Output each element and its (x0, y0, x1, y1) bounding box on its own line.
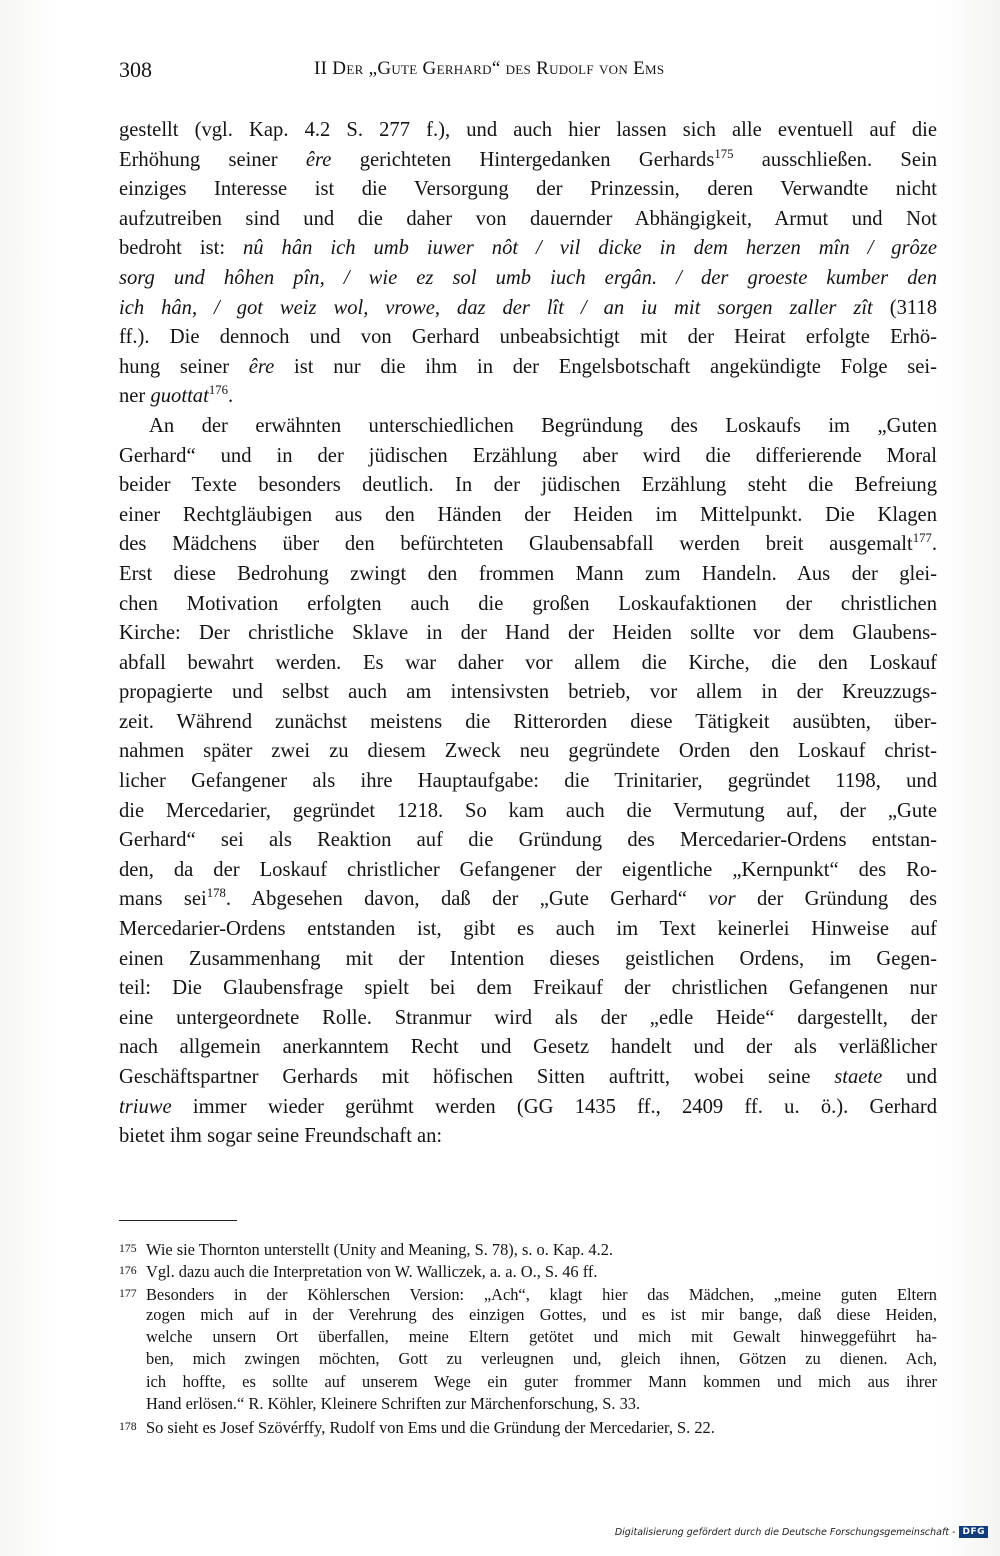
text-line: teil: Die Glaubensfrage spielt bei dem Freikauf der christlichen Gefangenen nur (119, 977, 937, 1000)
text-line: den, da der Loskauf christlicher Gefangener der eigentliche „Kernpunkt“ des Ro- (119, 858, 937, 881)
text-line: aufzutreiben sind und die daher von dauernder Abhängigkeit, Armut und Not (119, 207, 937, 230)
text-line: gestellt (vgl. Kap. 4.2 S. 277 f.), und auch hier lassen sich alle eventuell auf die (119, 119, 937, 141)
footnote-number: 175 (119, 1241, 137, 1255)
text-line: hung seiner êre ist nur die ihm in der Engelsbotschaft angekündigte Folge sei- (119, 355, 938, 378)
footnote-number: 176 (119, 1263, 137, 1278)
text-line: beider Texte besonders deutlich. In der jüdischen Erzählung steht die Befreiung (119, 474, 937, 497)
page-number: 308 (119, 57, 152, 82)
text-line: eine untergeordnete Rolle. Stranmur wird als der „edle Heide“ dargestellt, der (119, 1006, 937, 1029)
footnote-175: 175 Wie sie Thornton unterstellt (Unity and Meaning, S. 78), s. o. Kap. 4.2. (119, 1237, 937, 1259)
text-line: propagierte und selbst auch am intensivsten betrieb, vor allem in der Kreuzzugs- (119, 681, 937, 704)
text-line: Gerhard“ sei als Reaktion auf die Gründung des Mercedarier-Ordens entstan- (119, 829, 937, 852)
footnotes (119, 1237, 937, 1438)
text-line: bedroht ist: nû hân ich umb iuwer nôt / vil dicke in dem herzen mîn / grôze (119, 237, 938, 260)
footnote-177-line: Hand erlösen.“ R. Köhler, Kleinere Schriften zur Märchenforschung, S. 33. (146, 1394, 641, 1414)
text-line: mans sei$^{178}$. Abgesehen davon, daß der „Gute Gerhard“ vor der Gründung des (119, 886, 937, 911)
text-line: nahmen später zwei zu diesem Zweck neu gegründete Orden den Loskauf christ- (119, 740, 937, 763)
footnote-ref: 177 (912, 531, 932, 546)
text-line: nach allgemein anerkanntem Recht und Gesetz handelt und der als verläßlicher (119, 1036, 937, 1059)
footnote-178: 178 So sieht es Josef Szövérffy, Rudolf von Ems und die Gründung der Mercedarier, S. 22. (119, 1415, 937, 1437)
digitization-note (615, 1526, 988, 1538)
running-head: II Der „Gute Gerhard“ des Rudolf von Ems (314, 58, 665, 79)
page-header (119, 57, 937, 87)
footnote-ref: 176 (208, 383, 228, 398)
text-line: einer Rechtgläubigen aus den Händen der Heiden im Mittelpunkt. Die Klagen (119, 503, 937, 526)
footnote-176: 176 Vgl. dazu auch die Interpretation von W. Walliczek, a. a. O., S. 46 ff. (119, 1259, 937, 1281)
text-line: die Mercedarier, gegründet 1218. So kam auch die Vermutung auf, der „Gute (119, 799, 937, 822)
text-line: Geschäftspartner Gerhards mit höfischen Sitten auftritt, wobei seine staete und (119, 1066, 937, 1088)
body-text (119, 116, 937, 1152)
text-line: Mercedarier-Ordens entstanden ist, gibt es auch im Text keinerlei Hinweise auf (119, 918, 937, 941)
text-line: einen Zusammenhang mit der Intention dieses geistlichen Ordens, im Gegen- (119, 947, 937, 970)
text-line: Erhöhung seiner êre gerichteten Hintergedanken Gerhards$^{175}$ ausschließen. Sein (119, 146, 938, 171)
footnote-ref: 175 (714, 146, 734, 161)
footnote-177-line: welche unsern Ort überfallen, meine Eltern getötet und mich mit Gewalt hinweggeführt ha- (146, 1327, 937, 1347)
text-line: bietet ihm sogar seine Freundschaft an: (119, 1125, 443, 1148)
footnote-separator (119, 1220, 237, 1221)
footnote-177-line: ben, mich zwingen möchten, Gott zu verleugnen und, gleich ihnen, Götzen zu dienen. Ach, (146, 1349, 937, 1369)
dfg-logo: DFG (959, 1526, 988, 1538)
text-line: licher Gefangener als ihre Hauptaufgabe: die Trinitarier, gegründet 1198, und (119, 770, 937, 793)
footnote-ref: 178 (206, 886, 226, 901)
text-line: einziges Interesse ist die Versorgung der Prinzessin, deren Verwandte nicht (119, 178, 937, 201)
text-line: sorg und hôhen pîn, / wie ez sol umb iuch ergân. / der groeste kumber den (119, 266, 937, 289)
text-line: ff.). Die dennoch und von Gerhard unbeabsichtigt mit der Heirat erfolgte Erhö- (119, 326, 937, 349)
text-line: Kirche: Der christliche Sklave in der Hand der Heiden sollte vor dem Glaubens- (119, 622, 937, 645)
footnote-177: 177 Besonders in der Köhlerschen Version: „Ach“, klagt hier das Mädchen, „meine guten Eltern (119, 1282, 937, 1304)
text-line: An der erwähnten unterschiedlichen Begründung des Loskaufs im „Guten (149, 414, 937, 437)
text-line: Gerhard“ und in der jüdischen Erzählung aber wird die differierende Moral (119, 444, 937, 467)
footnote-177-line: zogen mich auf in der Verehrung des einzigen Gottes, und es ist mir bange, daß diese Heiden, (146, 1304, 937, 1324)
text-line: ich hân, / got weiz wol, vrowe, daz der lît / an iu mit sorgen zaller zît (3118 (119, 296, 938, 319)
footnote-number: 178 (119, 1419, 137, 1434)
text-line: triuwe immer wieder gerühmt werden (GG 1435 ff., 2409 ff. u. ö.). Gerhard (119, 1095, 937, 1118)
text-line: chen Motivation erfolgten auch die großen Loskaufaktionen der christlichen (119, 592, 937, 615)
text-line: ner guottat$^{176}$. (119, 383, 234, 408)
footnote-number: 177 (119, 1285, 137, 1300)
footnote-177-line: ich hoffte, es sollte auf unserem Wege ein guter frommer Mann kommen und mich aus ihrer (146, 1371, 937, 1391)
text-line: zeit. Während zunächst meistens die Ritterorden diese Tätigkeit ausübten, über- (119, 710, 937, 733)
digitization-text: Digitalisierung gefördert durch die Deutsche Forschungsgemeinschaft - (614, 1526, 956, 1538)
text-line: des Mädchens über den befürchteten Glaubensabfall werden breit ausgemalt$^{177}$. (119, 531, 937, 556)
text-line: Erst diese Bedrohung zwingt den frommen Mann zum Handeln. Aus der glei- (119, 562, 937, 585)
text-line: abfall bewahrt werden. Es war daher vor allem die Kirche, die den Loskauf (119, 651, 937, 674)
